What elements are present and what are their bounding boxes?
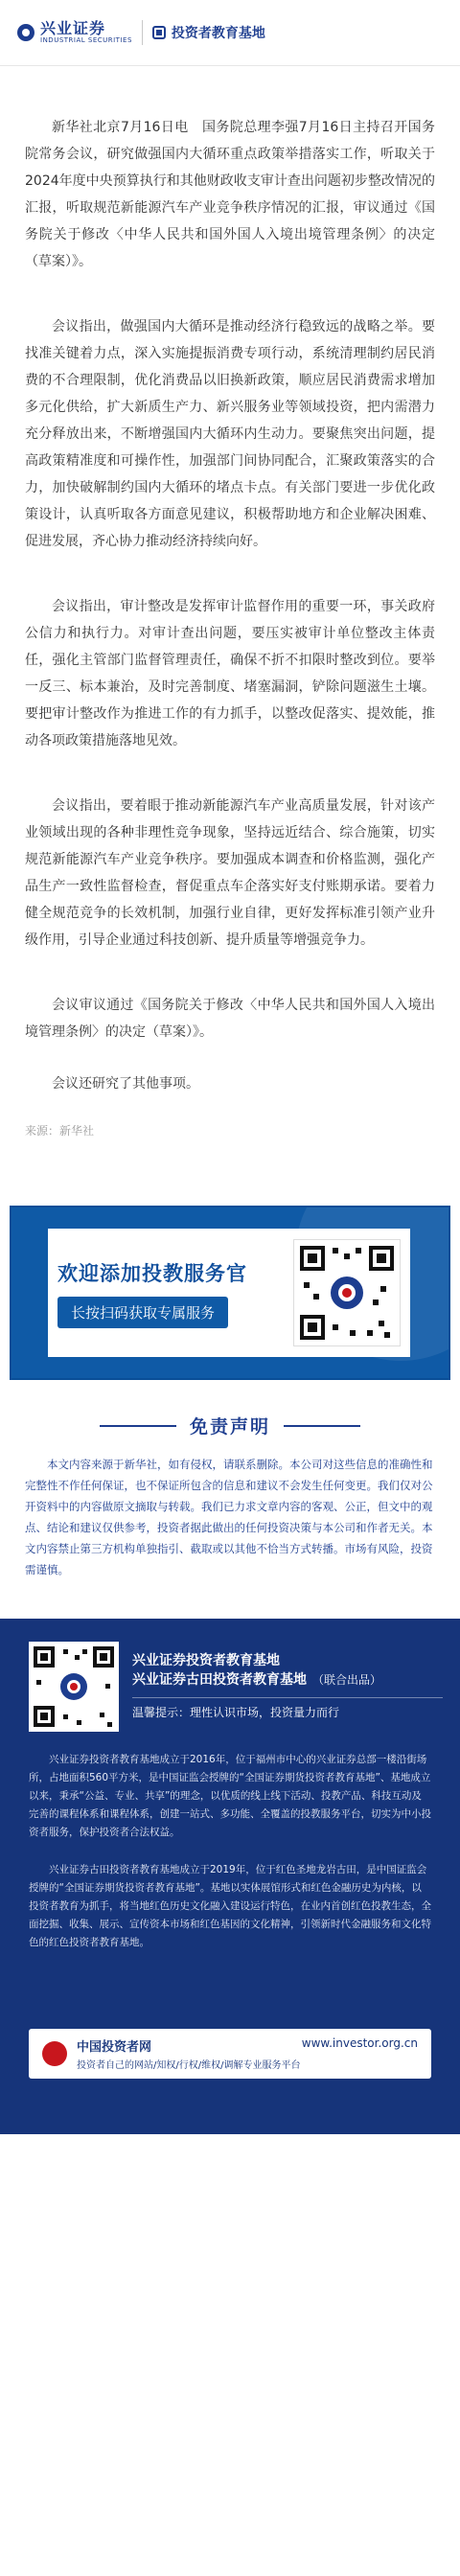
article-paragraph: 新华社北京7月16日电 国务院总理李强7月16日主持召开国务院常务会议，研究做强国内大循环重点政策举措落实工作，听取关于2024年度中央预算执行和其他财政收支审计查出问题初步整改情况的汇报，听取规范新能源汽车产业竞争秩序情况的汇报，审议通过《国务院关于修改〈中华人民共和国外国人入境出境管理条例〉的决定（草案）》。	[25, 120, 435, 269]
logo-cn-text: 兴业证券	[40, 18, 106, 37]
article-source: 来源：新华社	[25, 1124, 95, 1138]
qr-code-icon	[29, 1642, 119, 1732]
investor-network-card[interactable]	[29, 2029, 431, 2079]
article-paragraph: 会议指出，做强国内大循环是推动经济行稳致远的战略之举。要找准关键着力点，深入实施提振消费专项行动，系统清理制约居民消费的不合理限制，优化消费品以旧换新政策，顺应居民消费需求增加多元化供给，扩大新质生产力、新兴服务业等领域投资，把内需潜力充分释放出来，不断增强国内大循环内生动力。要聚焦突出问题，提高政策精准度和可操作性，加强部门间协同配合，汇聚政策落实的合力，加快破解制约国内大循环的堵点卡点。有关部门要进一步优化政策设计，认真听取各方面意见建议，积极帮助地方和企业解决困难、促进发展，齐心协力推动经济持续向好。	[25, 319, 435, 549]
disclaimer-text: 本文内容来源于新华社，如有侵权，请联系删除。本公司对这些信息的准确性和完整性不作任何保证，也不保证所包含的信息和建议不会发生任何变更。我们仅对公开资料中的内容做原文摘取与转载。我们已力求文章内容的客观、公正，但文中的观点、结论和建议仅供参考，投资者据此做出的任何投资决策与本公司和作者无关。本文内容禁止第三方机构单独指引、截取或以其他不恰当方式转播。市场有风险，投资需谨慎。	[25, 1458, 433, 1576]
heading-rule-right	[284, 1425, 360, 1427]
logo-en-text: INDUSTRIAL SECURITIES	[40, 35, 132, 44]
brand-text: 投资者教育基地	[171, 26, 265, 41]
footer-base-name-2	[132, 1670, 443, 1690]
investor-network-logo-icon	[42, 2041, 67, 2066]
investor-network-title: 中国投资者网	[77, 2040, 152, 2055]
footer-paragraph: 兴业证券投资者教育基地成立于2016年，位于福州市中心的兴业证券总部一楼沿街场所，占地面积560平方米，是中国证监会授牌的“全国证券期货投资者教育基地”、基地成立以来，秉承“公益、专业、共享”的理念，以优质的线上线下活动、投教产品、科技互动及完善的课程体系和课程体系，创建一站式、多功能、全覆盖的投教服务平台，切实为中小投资者服务，保护投资者合法权益。	[29, 1754, 431, 1838]
industrial-securities-logo	[17, 18, 132, 44]
banner-subtitle: 长按扫码获取专属服务	[58, 1297, 228, 1328]
footer	[0, 1619, 460, 2134]
footer-qr-code[interactable]	[29, 1642, 119, 1732]
banner-card	[48, 1229, 410, 1357]
footer-base-name-1: 兴业证券投资者教育基地	[132, 1653, 280, 1668]
disclaimer-title: 免责声明	[189, 1416, 270, 1438]
logo-mark-icon	[17, 24, 34, 41]
article-paragraph: 会议指出，审计整改是发挥审计监督作用的重要一环，事关政府公信力和执行力。对审计查出问题，要压实被审计单位整改主体责任，强化主管部门监督管理责任，确保不折不扣限时整改到位。要举一反三、标本兼治，及时完善制度、堵塞漏洞，铲除问题滋生土壤。要把审计整改作为推进工作的有力抓手，以整改促落实、提效能，推动各项政策措施落地见效。	[25, 599, 435, 748]
banner-title: 欢迎添加投教服务官	[58, 1261, 247, 1285]
service-banner[interactable]	[10, 1206, 450, 1380]
service-qr-code[interactable]	[293, 1239, 401, 1346]
footer-paragraph: 兴业证券古田投资者教育基地成立于2019年，位于红色圣地龙岩古田，是中国证监会授牌的“全国证券期货投资者教育基地”。基地以实体展馆形式和红色金融历史为内核，以投资者教育为抓手，将当地红色历史文化融入建设运行特色，在业内首创红色投教生态，全面挖掘、收集、展示、宣传资本市场和红色基因的文化精神，引领新时代金融服务和文化特色的红色投资者教育基地。	[29, 1864, 431, 1948]
article-body	[0, 66, 460, 1138]
heading-rule-left	[100, 1425, 176, 1427]
investor-network-subtitle: 投资者自己的网站/知权/行权/维权/调解专业服务平台	[77, 2060, 301, 2071]
header-divider	[142, 20, 143, 45]
disclaimer-heading	[0, 1413, 460, 1438]
page-header	[0, 0, 460, 66]
article-paragraph: 会议审议通过《国务院关于修改〈中华人民共和国外国人入境出境管理条例〉的决定（草案）》。	[25, 998, 435, 1040]
education-base-icon	[152, 26, 166, 39]
footer-base-name-2-text: 兴业证券古田投资者教育基地	[132, 1672, 307, 1688]
article-paragraph: 会议还研究了其他事项。	[52, 1076, 199, 1092]
article-paragraph: 会议指出，要着眼于推动新能源汽车产业高质量发展，针对该产业领域出现的各种非理性竞争现象，坚持远近结合、综合施策，切实规范新能源汽车产业竞争秩序。要加强成本调查和价格监测，强化产品生产一致性监督检查，督促重点车企落实好支付账期承诺。要着力健全规范竞争的长效机制，加强行业自律，更好发挥标准引领产业升级作用，引导企业通过科技创新、提升质量等增强竞争力。	[25, 798, 435, 948]
qr-code-icon	[294, 1240, 400, 1346]
investor-education-brand	[152, 23, 265, 42]
footer-tip: 温馨提示：理性认识市场，投资量力而行	[132, 1697, 443, 1720]
footer-joint-tag: （联合出品）	[312, 1673, 382, 1687]
investor-network-url[interactable]: www.investor.org.cn	[301, 2036, 418, 2050]
